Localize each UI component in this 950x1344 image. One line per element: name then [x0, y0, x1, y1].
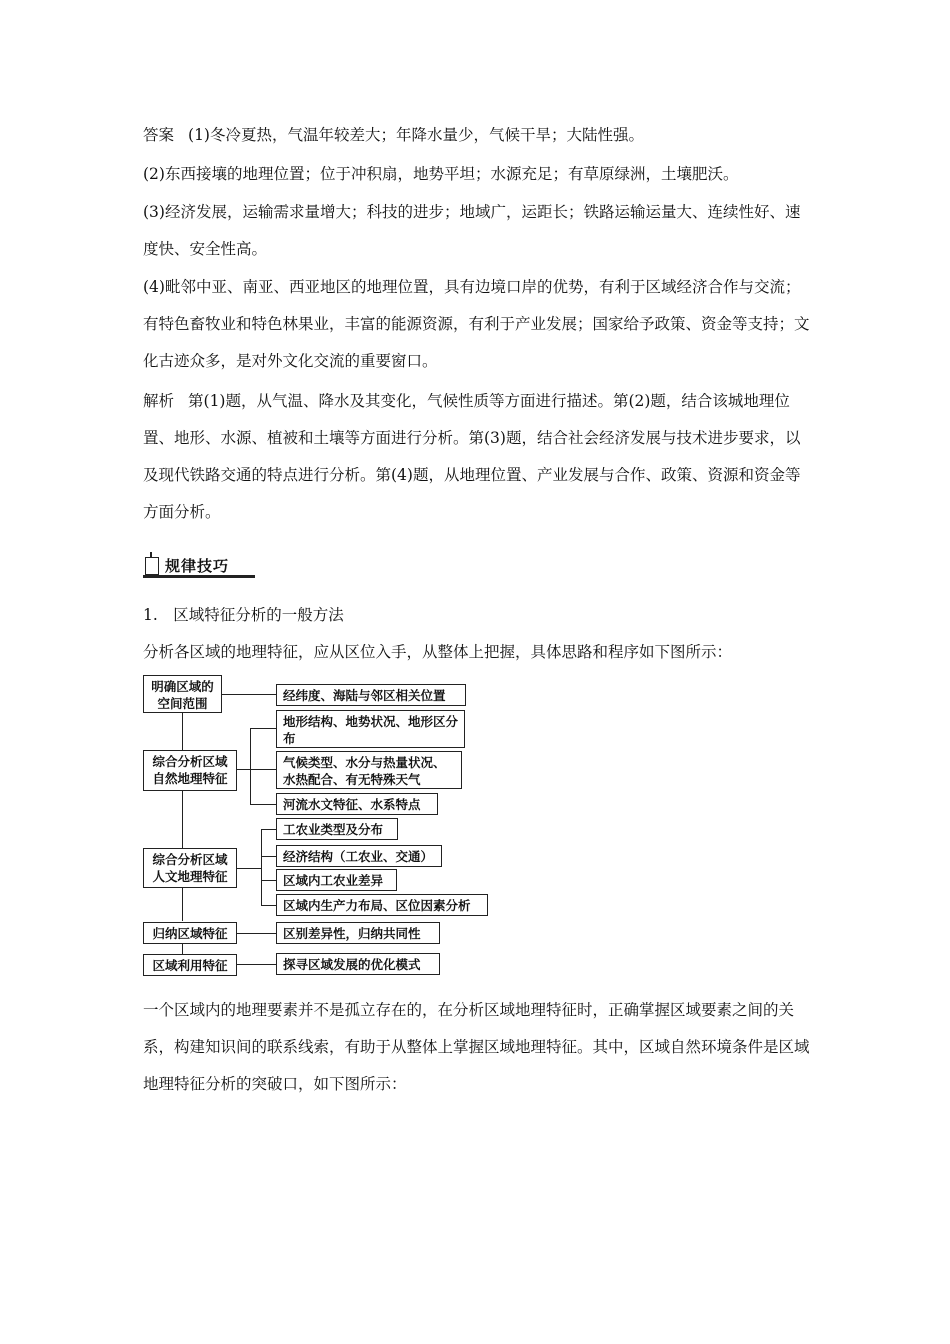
box-use-features: 区域利用特征: [143, 954, 237, 976]
box-human-detail-2: 经济结构（工农业、交通）: [276, 845, 442, 867]
connector: [182, 712, 183, 750]
box-human-detail-1: 工农业类型及分布: [276, 818, 398, 840]
box-summarize-detail: 区别差异性，归纳共同性: [276, 922, 440, 944]
connector: [222, 694, 276, 695]
item1-heading: 1. 区域特征分析的一般方法: [143, 606, 344, 624]
closing-paragraph: 一个区域内的地理要素并不是孤立存在的，在分析区域地理特征时，正确掌握区域要素之间的关系，构建知识间的联系线索，有助于从整体上掌握区域地理特征。其中，区域自然环境条件是区域地理特征分析的突破口，如下图所示：: [143, 1001, 810, 1093]
bookmark-icon: [145, 557, 159, 575]
item1-intro: 分析各区域的地理特征，应从区位入手，从整体上把握，具体思路和程序如下图所示：: [143, 643, 733, 661]
connector: [250, 804, 276, 805]
connector: [237, 964, 276, 965]
section-title: 规律技巧: [165, 557, 230, 575]
box-use-detail: 探寻区域发展的优化模式: [276, 953, 440, 975]
analysis-paragraph: [143, 383, 811, 531]
connector: [250, 769, 276, 770]
answer-part-1: (1)冬冷夏热，气温年较差大；年降水量少，气候干旱；大陆性强。: [188, 126, 644, 144]
connector: [182, 943, 183, 954]
answer-line-1: [143, 123, 811, 147]
connector: [261, 905, 276, 906]
connector: [261, 829, 276, 830]
connector: [237, 933, 276, 934]
answer-part-3: (3)经济发展，运输需求量增大；科技的进步；地域广，运距长；铁路运输运量大、连续性好、速度快、安全性高。: [143, 203, 801, 258]
analysis-label: 解析: [143, 392, 175, 410]
connector: [237, 868, 261, 869]
answer-part-2: (2)东西接壤的地理位置；位于冲积扇，地势平坦；水源充足；有草原绿洲，土壤肥沃。: [143, 165, 739, 183]
connector: [182, 791, 183, 848]
connector: [261, 880, 276, 881]
box-spatial-scope: 明确区域的空间范围: [143, 675, 222, 713]
box-human-detail-4: 区域内生产力布局、区位因素分析: [276, 894, 488, 916]
box-scope-detail: 经纬度、海陆与邻区相关位置: [276, 684, 466, 706]
answer-label: 答案: [143, 126, 175, 144]
connector: [250, 728, 251, 805]
connector: [261, 856, 276, 857]
box-natural-detail-1: 地形结构、地势状况、地形区分布: [276, 710, 465, 748]
section-heading: [143, 556, 255, 580]
answer-part-4: (4)毗邻中亚、南亚、西亚地区的地理位置，具有边境口岸的优势，有利于区域经济合作与交流；有特色畜牧业和特色林果业，丰富的能源资源，有利于产业发展；国家给予政策、资金等支持；文化古迹众多，是对外文化交流的重要窗口。: [143, 278, 810, 370]
box-human-features: 综合分析区域人文地理特征: [143, 848, 237, 888]
box-natural-detail-2: 气候类型、水分与热量状况、水热配合、有无特殊天气: [276, 751, 462, 789]
box-natural-detail-3: 河流水文特征、水系特点: [276, 793, 438, 815]
box-summarize-features: 归纳区域特征: [143, 922, 237, 944]
analysis-text: 第(1)题，从气温、降水及其变化，气候性质等方面进行描述。第(2)题，结合该城地理位置、地形、水源、植被和土壤等方面进行分析。第(3)题，结合社会经济发展与技术进步要求，以及现代铁路交通的特点进行分析。第(4)题，从地理位置、产业发展与合作、政策、资源和资金等方面分析。: [143, 392, 801, 521]
connector: [261, 829, 262, 906]
connector: [250, 728, 276, 729]
box-human-detail-3: 区域内工农业差异: [276, 869, 397, 891]
connector: [182, 888, 183, 921]
box-natural-features: 综合分析区域自然地理特征: [143, 750, 237, 791]
connector: [237, 769, 250, 770]
